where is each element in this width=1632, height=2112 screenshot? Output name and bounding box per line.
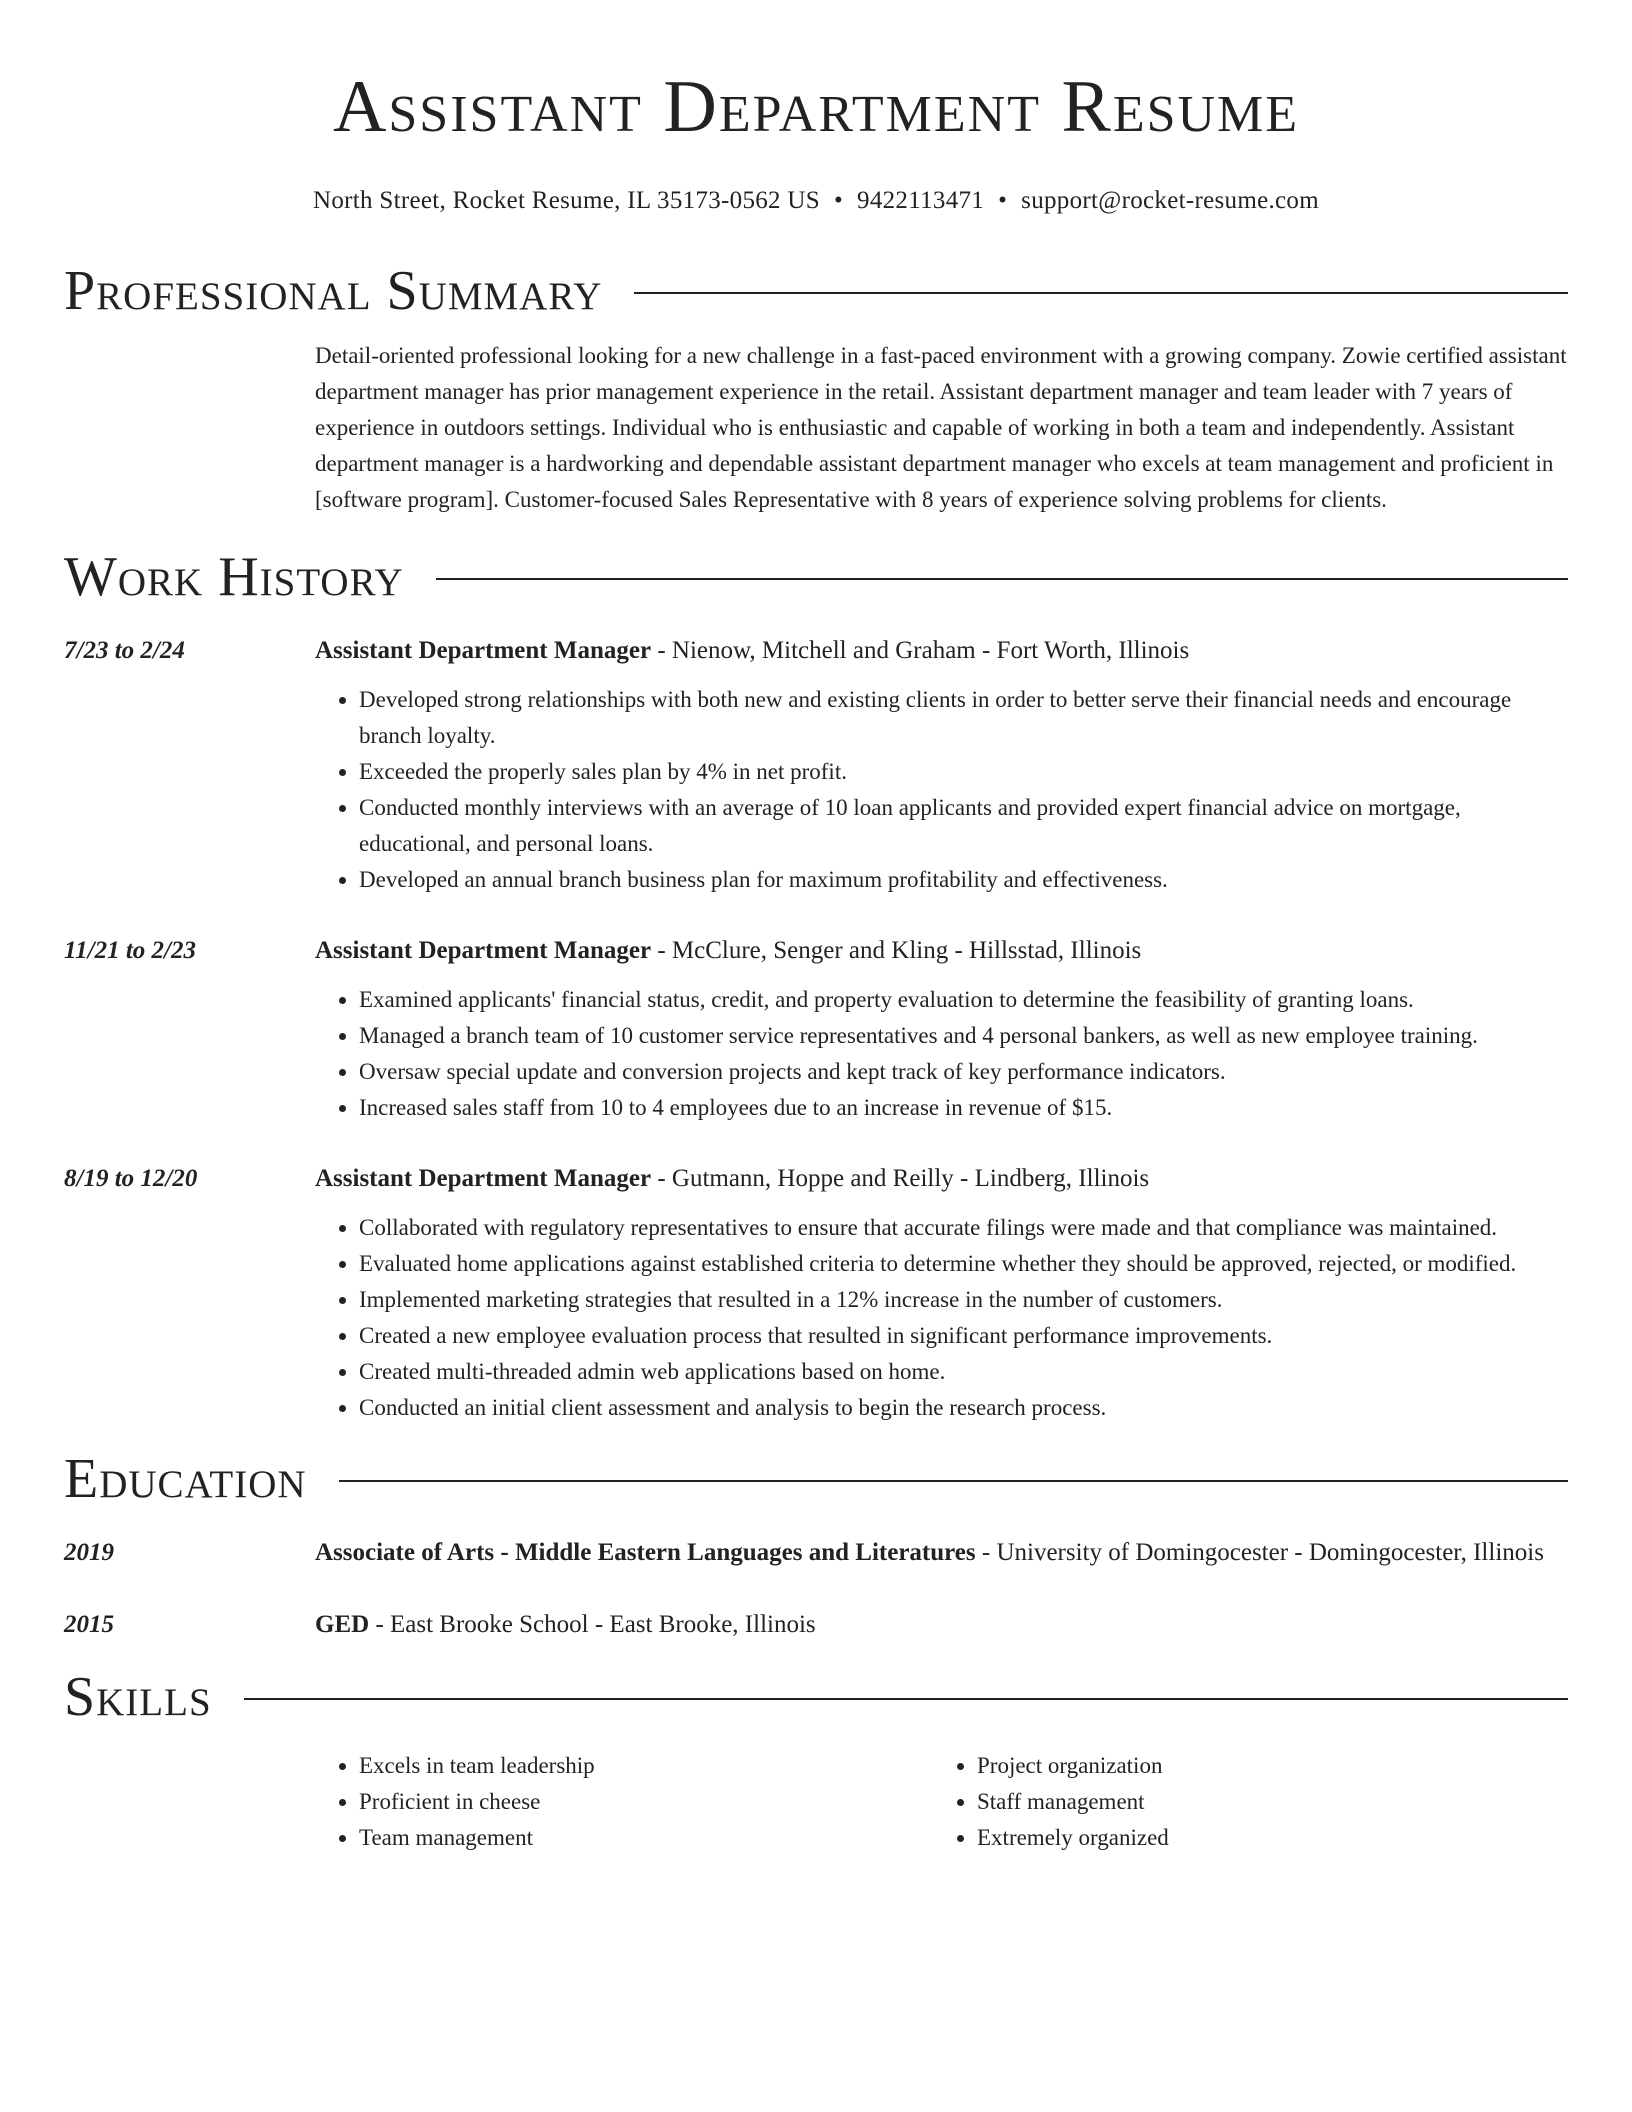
job-entry: [64, 1160, 1568, 1426]
job-dates: 11/21 to 2/23: [64, 937, 196, 964]
section-header-work-history: [64, 540, 1568, 614]
list-item: • Collaborated with regulatory representatives to ensure that accurate filings were made and that compliance was maintained.: [359, 1210, 1568, 1246]
job-bullets: [315, 982, 1568, 1126]
contact-phone: 9422113471: [857, 187, 985, 214]
job-bullets: [315, 682, 1568, 898]
list-item: • Project organization: [977, 1748, 1551, 1784]
list-item: • Oversaw special update and conversion projects and kept track of key performance indicators.: [359, 1054, 1568, 1090]
job-employer: - Nienow, Mitchell and Graham - Fort Worth, Illinois: [651, 637, 1190, 664]
summary-text: Detail-oriented professional looking for a new challenge in a fast-paced environment with a growing company. Zowie certified assistant department manager has prior management experience in the retail. Assistant department manager and team leader with 7 years of experience in outdoors settings. Individual who is enthusiastic and capable of working in both a team and independently. Assistant department manager is a hardworking and dependable assistant department manager who excels at team management and proficient in [software program]. Customer-focused Sales Representative with 8 years of experience solving problems for clients.: [315, 343, 1567, 512]
section-title: Skills: [64, 1666, 212, 1728]
job-heading: [315, 932, 1568, 970]
section-divider: [339, 1480, 1568, 1482]
education-year: 2015: [64, 1611, 114, 1638]
contact-email: support@rocket-resume.com: [1021, 187, 1319, 214]
list-item: • Proficient in cheese: [359, 1784, 933, 1820]
list-item: • Increased sales staff from 10 to 4 employees due to an increase in revenue of $15.: [359, 1090, 1568, 1126]
section-divider: [634, 292, 1568, 294]
skills-column-left: [315, 1748, 933, 1856]
education-entry: [64, 1534, 1568, 1572]
job-entry: [64, 632, 1568, 898]
skills-list: [315, 1748, 1568, 1856]
list-item: • Developed strong relationships with both new and existing clients in order to better serve their financial needs and encourage branch loyalty.: [359, 682, 1568, 754]
list-item: • Excels in team leadership: [359, 1748, 933, 1784]
list-item: • Created a new employee evaluation process that resulted in significant performance improvements.: [359, 1318, 1568, 1354]
job-bullets: [315, 1210, 1568, 1426]
job-heading: [315, 632, 1568, 670]
list-item: • Extremely organized: [977, 1820, 1551, 1856]
contact-separator: •: [833, 187, 844, 214]
list-item: • Team management: [359, 1820, 933, 1856]
list-item: • Implemented marketing strategies that resulted in a 12% increase in the number of customers.: [359, 1282, 1568, 1318]
education-school: - East Brooke School - East Brooke, Illinois: [369, 1611, 816, 1638]
job-employer: - Gutmann, Hoppe and Reilly - Lindberg, Illinois: [651, 1165, 1150, 1192]
section-divider: [436, 578, 1568, 580]
skills-column-right: [933, 1748, 1551, 1856]
contact-separator: •: [998, 187, 1008, 214]
education-degree: GED: [315, 1611, 370, 1638]
education-heading: [315, 1606, 1568, 1644]
job-title: Assistant Department Manager: [315, 1165, 652, 1192]
list-item: • Staff management: [977, 1784, 1551, 1820]
list-item: • Managed a branch team of 10 customer service representatives and 4 personal bankers, as well as new employee training.: [359, 1018, 1568, 1054]
section-header-summary: [64, 254, 1568, 328]
list-item: • Created multi-threaded admin web applications based on home.: [359, 1354, 1568, 1390]
job-heading: [315, 1160, 1568, 1198]
work-history-list: [64, 632, 1568, 1426]
section-title: Work History: [64, 546, 404, 608]
section-divider: [244, 1698, 1568, 1700]
list-item: • Conducted monthly interviews with an average of 10 loan applicants and provided expert financial advice on mortgage, educational, and personal loans.: [359, 790, 1568, 862]
job-dates: 7/23 to 2/24: [64, 637, 185, 664]
education-school: - University of Domingocester - Domingocester, Illinois: [975, 1539, 1544, 1566]
job-entry: [64, 932, 1568, 1126]
resume-title: Assistant Department Resume: [332, 66, 1300, 148]
job-employer: - McClure, Senger and Kling - Hillsstad, Illinois: [651, 937, 1142, 964]
education-entry: [64, 1606, 1568, 1644]
section-title: Professional Summary: [64, 260, 603, 322]
contact-address: North Street, Rocket Resume, IL 35173-0562 US: [313, 187, 820, 214]
list-item: • Developed an annual branch business plan for maximum profitability and effectiveness.: [359, 862, 1568, 898]
job-title: Assistant Department Manager: [315, 637, 652, 664]
education-degree: Associate of Arts - Middle Eastern Languages and Literatures: [315, 1539, 976, 1566]
education-year: 2019: [64, 1539, 114, 1566]
education-list: [64, 1534, 1568, 1644]
job-dates: 8/19 to 12/20: [64, 1165, 198, 1192]
section-header-skills: [64, 1660, 1568, 1734]
section-title: Education: [64, 1448, 307, 1510]
contact-line: [64, 186, 1568, 216]
list-item: • Examined applicants' financial status, credit, and property evaluation to determine the feasibility of granting loans.: [359, 982, 1568, 1018]
list-item: • Conducted an initial client assessment and analysis to begin the research process.: [359, 1390, 1568, 1426]
job-title: Assistant Department Manager: [315, 937, 652, 964]
list-item: • Exceeded the properly sales plan by 4% in net profit.: [359, 754, 1568, 790]
section-header-education: [64, 1442, 1568, 1516]
list-item: • Evaluated home applications against established criteria to determine whether they should be approved, rejected, or modified.: [359, 1246, 1568, 1282]
education-heading: [315, 1534, 1568, 1572]
